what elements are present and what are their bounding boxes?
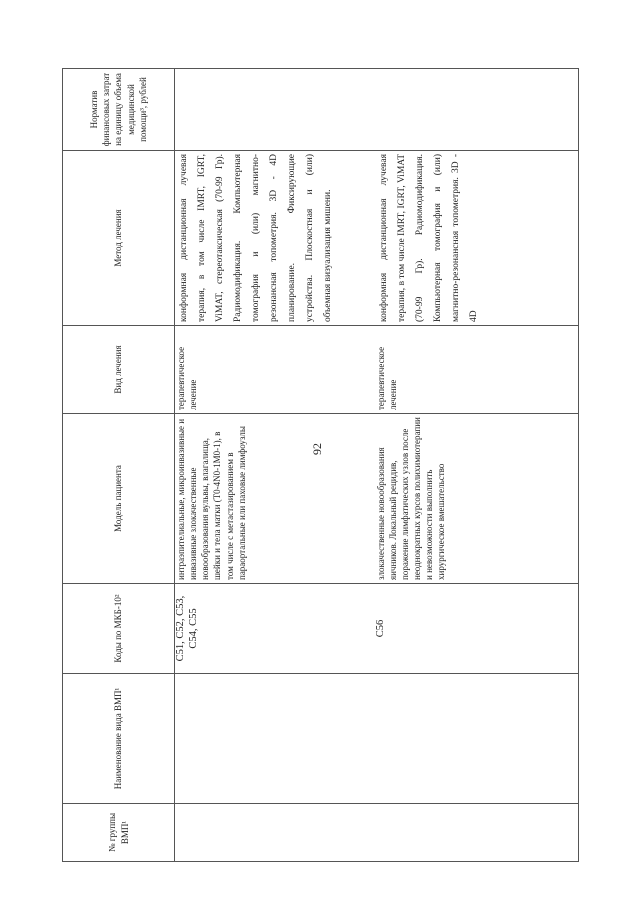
cell-method: конформная дистанционная лучевая терапия, в том числе IMRT, IGRT, ViMAT, стереотаксическая (70-99 Гр). Радиомодификация. Компьютерная томография и (или) магнитно-резонансная топометрия. 3D - 4D планирование. Фиксирующие устройства. Плоскостная и (или) объемная визуализация мишени. (175, 151, 375, 326)
table-row (375, 69, 579, 862)
header-name: Наименование вида ВМП¹ (63, 674, 175, 804)
cell-name (375, 674, 579, 804)
vmp-table (62, 68, 579, 862)
rotated-table-sheet (62, 69, 578, 862)
header-method: Метод лечения (63, 151, 175, 326)
cell-codes: C51, C52, C53, C54, C55 (175, 584, 375, 674)
header-treatment-type: Вид лечения (63, 326, 175, 414)
cell-treatment-type: терапевтическое лечение (175, 326, 375, 414)
cell-group-no (175, 804, 375, 862)
page-number: 92 (310, 443, 324, 455)
header-group-no: № группы ВМП¹ (63, 804, 175, 862)
header-codes: Коды по МКБ-10² (63, 584, 175, 674)
cell-treatment-type: терапевтическое лечение (375, 326, 579, 414)
cell-name (175, 674, 375, 804)
header-patient-model: Модель пациента (63, 414, 175, 584)
cell-patient-model: злокачественные новообразования яичников. Локальный рецидив, поражение лимфатических узлов после неоднократных курсов полихимиотерапии и невозможности выполнить хирургическое вмешательство (375, 414, 579, 584)
cell-method: конформная дистанционная лучевая терапия, в том числе IMRT, IGRT, ViMAT (70-99 Гр). Радиомодификация. Компьютерная томография и (или) магнитно-резонансная топометрия. 3D - 4D (375, 151, 579, 326)
cell-patient-model: интраэпителиальные, микроинвазивные и инвазивные злокачественные новообразования вульвы, влагалища, шейки и тела матки (T0-4N0-1M0-1), в том числе с метастазированием в параортальные или паховые лимфоузлы (175, 414, 375, 584)
header-norm: Норматив финансовых затрат на единицу объема медицинской помощи³, рублей (63, 69, 175, 151)
table-header-row (63, 69, 175, 862)
cell-codes: C56 (375, 584, 579, 674)
table-row (175, 69, 375, 862)
cell-norm (175, 69, 375, 151)
cell-group-no (375, 804, 579, 862)
cell-norm (375, 69, 579, 151)
